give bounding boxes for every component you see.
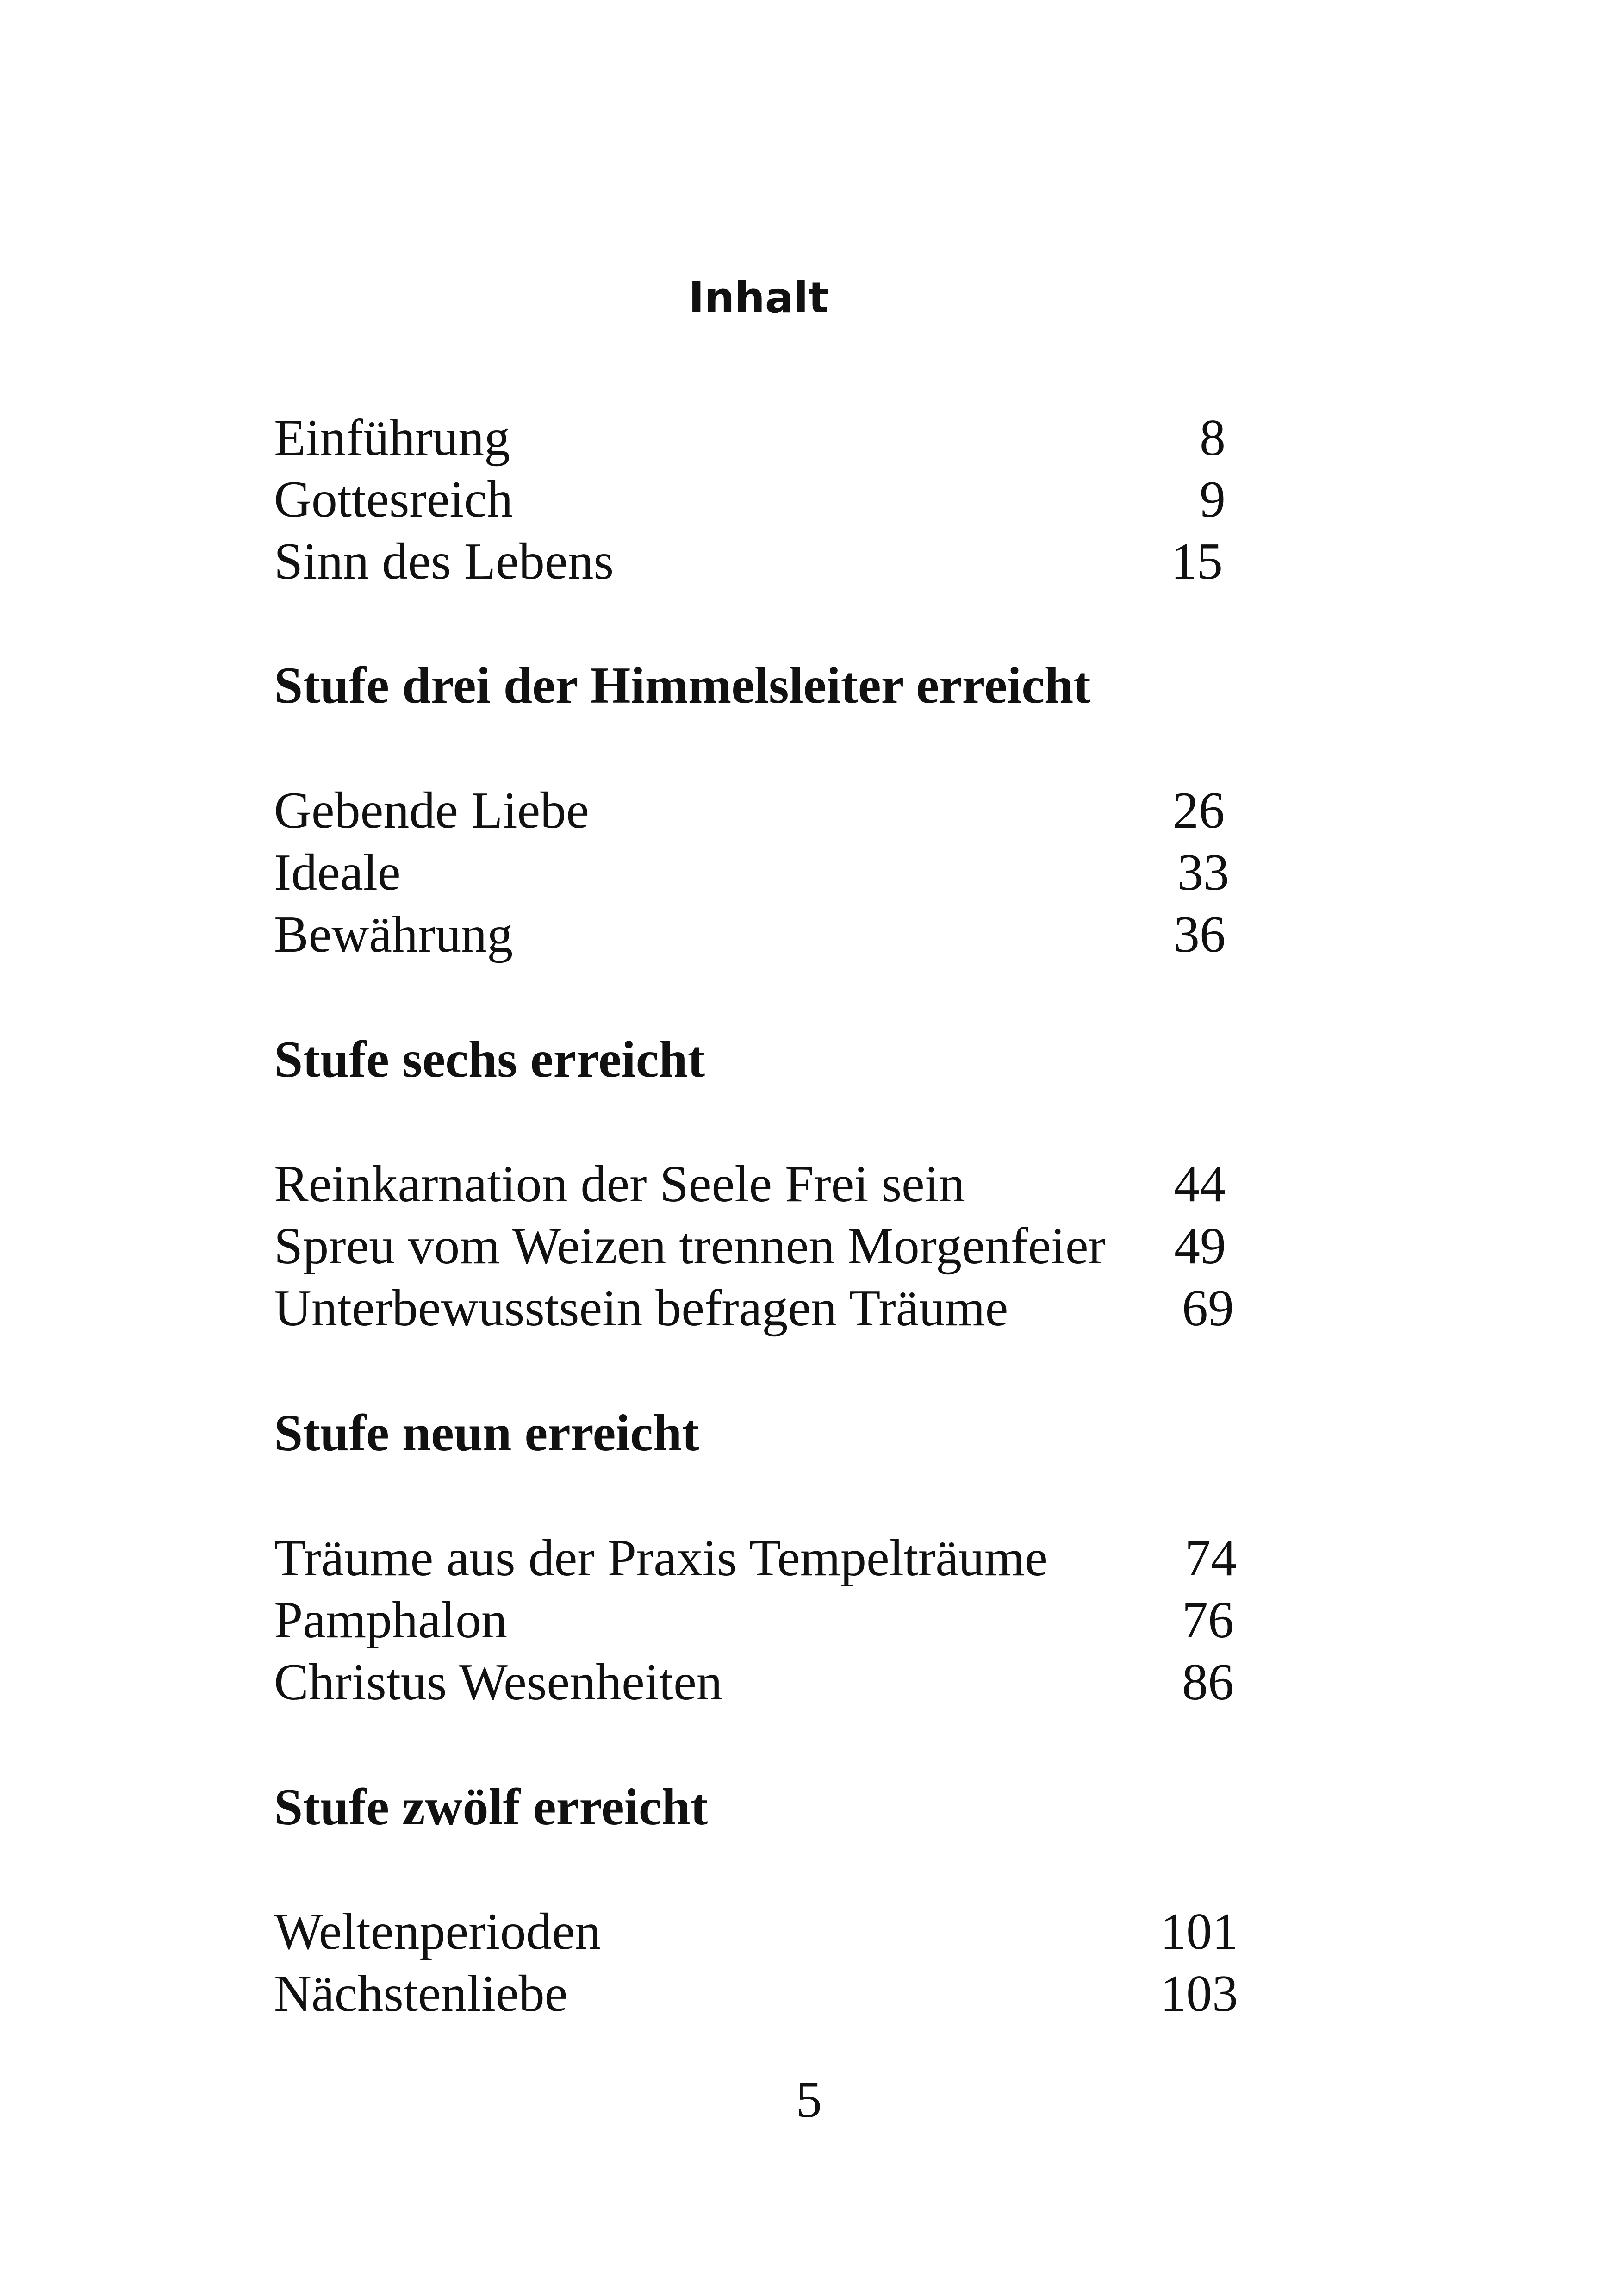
section-heading-label: Stufe drei der Himmelsleiter erreicht bbox=[274, 657, 1091, 714]
toc-entry-page: 86 bbox=[1182, 1653, 1234, 1711]
section-heading-label: Stufe neun erreicht bbox=[274, 1404, 699, 1462]
toc-entry-label: Träume aus der Praxis Tempelträume bbox=[274, 1529, 1048, 1587]
toc-entry-label: Sinn des Lebens bbox=[274, 533, 614, 590]
toc-entry-label: Pamphalon bbox=[274, 1591, 507, 1649]
toc-entry-label: Ideale bbox=[274, 844, 401, 901]
toc-entry-page: 69 bbox=[1182, 1279, 1234, 1337]
toc-entry-page: 103 bbox=[1160, 1965, 1238, 2022]
table-of-contents bbox=[274, 0, 1338, 2296]
toc-entry-page: 26 bbox=[1173, 782, 1225, 839]
page-title: Inhalt bbox=[688, 273, 829, 323]
toc-entry-page: 74 bbox=[1185, 1529, 1237, 1587]
toc-entry-label: Nächstenliebe bbox=[274, 1965, 568, 2022]
toc-entry-page: 36 bbox=[1174, 906, 1226, 963]
toc-entry-page: 101 bbox=[1160, 1903, 1238, 1960]
toc-entry-label: Gottesreich bbox=[274, 471, 513, 528]
toc-entry-label: Gebende Liebe bbox=[274, 782, 589, 839]
toc-entry-page: 33 bbox=[1177, 844, 1229, 901]
toc-entry-label: Bewährung bbox=[274, 906, 513, 963]
toc-entry-page: 44 bbox=[1174, 1155, 1226, 1213]
toc-entry-label: Einführung bbox=[274, 409, 510, 467]
page-number: 5 bbox=[796, 2071, 822, 2128]
section-heading-label: Stufe zwölf erreicht bbox=[274, 1778, 708, 1836]
toc-entry-label: Unterbewusstsein befragen Träume bbox=[274, 1279, 1008, 1337]
toc-entry-label: Christus Wesenheiten bbox=[274, 1653, 722, 1711]
toc-entry-page: 8 bbox=[1200, 409, 1226, 467]
toc-entry-page: 49 bbox=[1174, 1217, 1226, 1275]
toc-entry-label: Reinkarnation der Seele Frei sein bbox=[274, 1155, 965, 1213]
toc-entry-page: 15 bbox=[1171, 533, 1223, 590]
toc-entry-page: 76 bbox=[1182, 1591, 1234, 1649]
toc-entry-label: Weltenperioden bbox=[274, 1903, 601, 1960]
toc-entry-label: Spreu vom Weizen trennen Morgenfeier bbox=[274, 1217, 1106, 1275]
section-heading-label: Stufe sechs erreicht bbox=[274, 1031, 705, 1088]
toc-entry-page: 9 bbox=[1200, 471, 1226, 528]
